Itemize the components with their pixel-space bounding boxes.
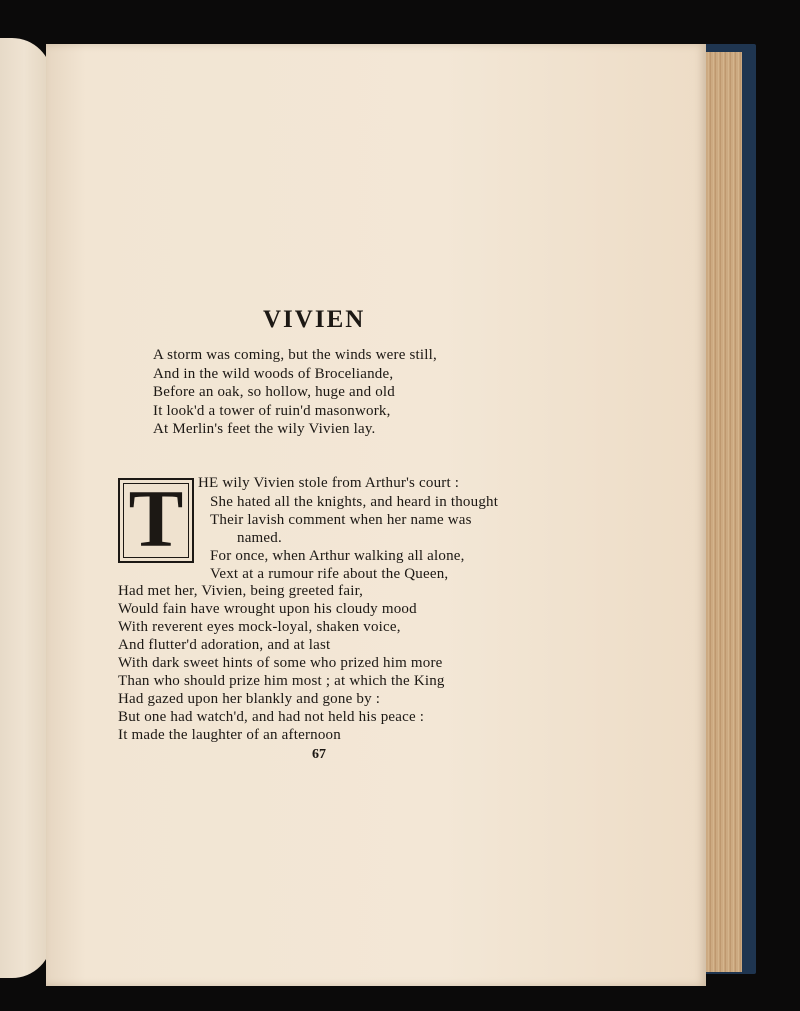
body-line: Had gazed upon her blankly and gone by : xyxy=(118,691,381,707)
epigraph-line: Before an oak, so hollow, huge and old xyxy=(153,384,395,400)
body-line: Would fain have wrought upon his cloudy mood xyxy=(118,601,417,617)
epigraph-line: It look'd a tower of ruin'd masonwork, xyxy=(153,403,391,419)
body-line: With dark sweet hints of some who prized him more xyxy=(118,655,443,671)
body-line: And flutter'd adoration, and at last xyxy=(118,637,331,653)
body-line: But one had watch'd, and had not held his peace : xyxy=(118,709,425,725)
body-line: With reverent eyes mock-loyal, shaken voice, xyxy=(118,619,401,635)
body-line: named. xyxy=(237,530,282,546)
body-line: Than who should prize him most ; at which the King xyxy=(118,673,445,689)
drop-cap-initial xyxy=(118,473,194,564)
drop-cap-letter: T xyxy=(128,473,184,564)
page-edges xyxy=(702,52,742,972)
body-line: For once, when Arthur walking all alone, xyxy=(210,548,465,564)
body-line: It made the laughter of an afternoon xyxy=(118,727,341,743)
poem-title: VIVIEN xyxy=(263,306,366,333)
epigraph-line: A storm was coming, but the winds were still, xyxy=(153,347,437,363)
body-line: Had met her, Vivien, being greeted fair, xyxy=(118,583,364,599)
body-line: HE wily Vivien stole from Arthur's court : xyxy=(198,475,460,491)
epigraph-line: At Merlin's feet the wily Vivien lay. xyxy=(153,421,376,437)
body-line: She hated all the knights, and heard in thought xyxy=(210,494,499,510)
body-line: Their lavish comment when her name was xyxy=(210,512,472,528)
body-line: Vext at a rumour rife about the Queen, xyxy=(210,566,449,582)
left-page xyxy=(0,38,52,978)
epigraph-line: And in the wild woods of Broceliande, xyxy=(153,366,394,382)
page-number: 67 xyxy=(312,747,326,762)
